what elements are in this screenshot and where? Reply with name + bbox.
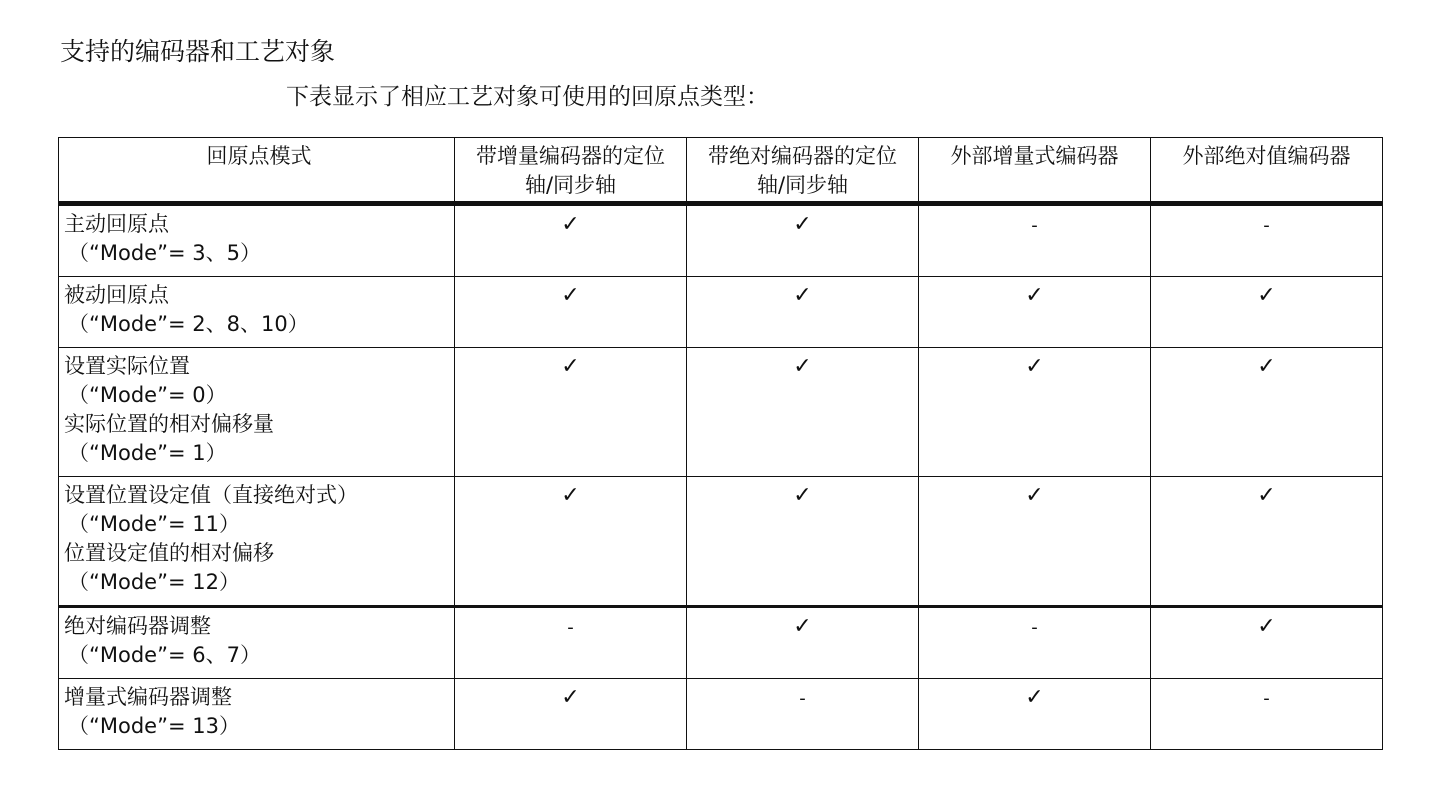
dash-icon: - <box>567 617 574 638</box>
mode-name: 设置实际位置 <box>64 354 190 378</box>
check-icon: ✓ <box>1257 483 1276 508</box>
mode-name: 位置设定值的相对偏移 <box>64 541 274 565</box>
support-cell <box>919 277 1151 348</box>
mode-parameter: （“Mode”= 11） <box>68 512 240 536</box>
check-icon: ✓ <box>1025 354 1044 379</box>
check-icon: ✓ <box>793 283 812 308</box>
mode-parameter: （“Mode”= 12） <box>68 570 240 594</box>
check-icon: ✓ <box>1257 614 1276 639</box>
header-homing-mode: 回原点模式 <box>59 138 455 204</box>
homing-support-table <box>58 137 1383 750</box>
table-row <box>59 679 1383 750</box>
support-cell <box>1151 679 1383 750</box>
homing-mode-cell <box>59 277 455 348</box>
support-cell <box>919 607 1151 679</box>
check-icon: ✓ <box>561 685 580 710</box>
support-cell <box>455 348 687 477</box>
dash-icon: - <box>1263 688 1270 709</box>
support-cell <box>687 277 919 348</box>
mode-name: 增量式编码器调整 <box>64 685 232 709</box>
mode-parameter: （“Mode”= 3、5） <box>68 241 261 265</box>
table-row <box>59 277 1383 348</box>
mode-name: 实际位置的相对偏移量 <box>64 412 274 436</box>
check-icon: ✓ <box>1257 354 1276 379</box>
mode-parameter: （“Mode”= 0） <box>68 383 227 407</box>
dash-icon: - <box>1263 215 1270 236</box>
dash-icon: - <box>799 688 806 709</box>
dash-icon: - <box>1031 617 1038 638</box>
check-icon: ✓ <box>793 354 812 379</box>
mode-parameter: （“Mode”= 1） <box>68 441 227 465</box>
support-cell <box>1151 348 1383 477</box>
homing-mode-cell <box>59 679 455 750</box>
table-row <box>59 204 1383 277</box>
mode-name: 绝对编码器调整 <box>64 614 211 638</box>
support-cell <box>919 348 1151 477</box>
support-cell <box>455 277 687 348</box>
homing-mode-cell <box>59 348 455 477</box>
mode-name: 设置位置设定值（直接绝对式） <box>64 483 358 507</box>
support-cell <box>687 348 919 477</box>
support-cell <box>687 607 919 679</box>
support-cell <box>1151 277 1383 348</box>
check-icon: ✓ <box>1025 483 1044 508</box>
table-row <box>59 477 1383 607</box>
dash-icon: - <box>1031 215 1038 236</box>
support-cell <box>455 477 687 607</box>
section-title: 支持的编码器和工艺对象 <box>60 37 336 66</box>
mode-parameter: （“Mode”= 2、8、10） <box>68 312 309 336</box>
header-external-absolute-encoder: 外部绝对值编码器 <box>1151 138 1383 204</box>
check-icon: ✓ <box>561 483 580 508</box>
support-cell <box>687 477 919 607</box>
check-icon: ✓ <box>561 283 580 308</box>
support-cell <box>455 679 687 750</box>
support-cell <box>1151 607 1383 679</box>
support-cell <box>1151 204 1383 277</box>
check-icon: ✓ <box>1025 283 1044 308</box>
mode-parameter: （“Mode”= 13） <box>68 714 240 738</box>
support-cell <box>687 679 919 750</box>
support-cell <box>919 679 1151 750</box>
mode-name: 主动回原点 <box>64 212 169 236</box>
support-cell <box>1151 477 1383 607</box>
mode-name: 被动回原点 <box>64 283 169 307</box>
homing-mode-cell <box>59 607 455 679</box>
support-cell <box>455 607 687 679</box>
check-icon: ✓ <box>1025 685 1044 710</box>
homing-mode-cell <box>59 477 455 607</box>
check-icon: ✓ <box>793 614 812 639</box>
mode-parameter: （“Mode”= 6、7） <box>68 643 261 667</box>
support-cell <box>919 477 1151 607</box>
check-icon: ✓ <box>1257 283 1276 308</box>
check-icon: ✓ <box>793 483 812 508</box>
header-positioning-axis-absolute: 带绝对编码器的定位 轴/同步轴 <box>687 138 919 204</box>
check-icon: ✓ <box>561 354 580 379</box>
check-icon: ✓ <box>793 212 812 237</box>
table-row <box>59 348 1383 477</box>
header-external-incremental-encoder: 外部增量式编码器 <box>919 138 1151 204</box>
table-row <box>59 607 1383 679</box>
header-positioning-axis-incremental: 带增量编码器的定位 轴/同步轴 <box>455 138 687 204</box>
check-icon: ✓ <box>561 212 580 237</box>
support-cell <box>687 204 919 277</box>
section-subtitle: 下表显示了相应工艺对象可使用的回原点类型： <box>286 84 769 110</box>
support-cell <box>455 204 687 277</box>
table-header-row <box>59 138 1383 204</box>
homing-mode-cell <box>59 204 455 277</box>
support-cell <box>919 204 1151 277</box>
